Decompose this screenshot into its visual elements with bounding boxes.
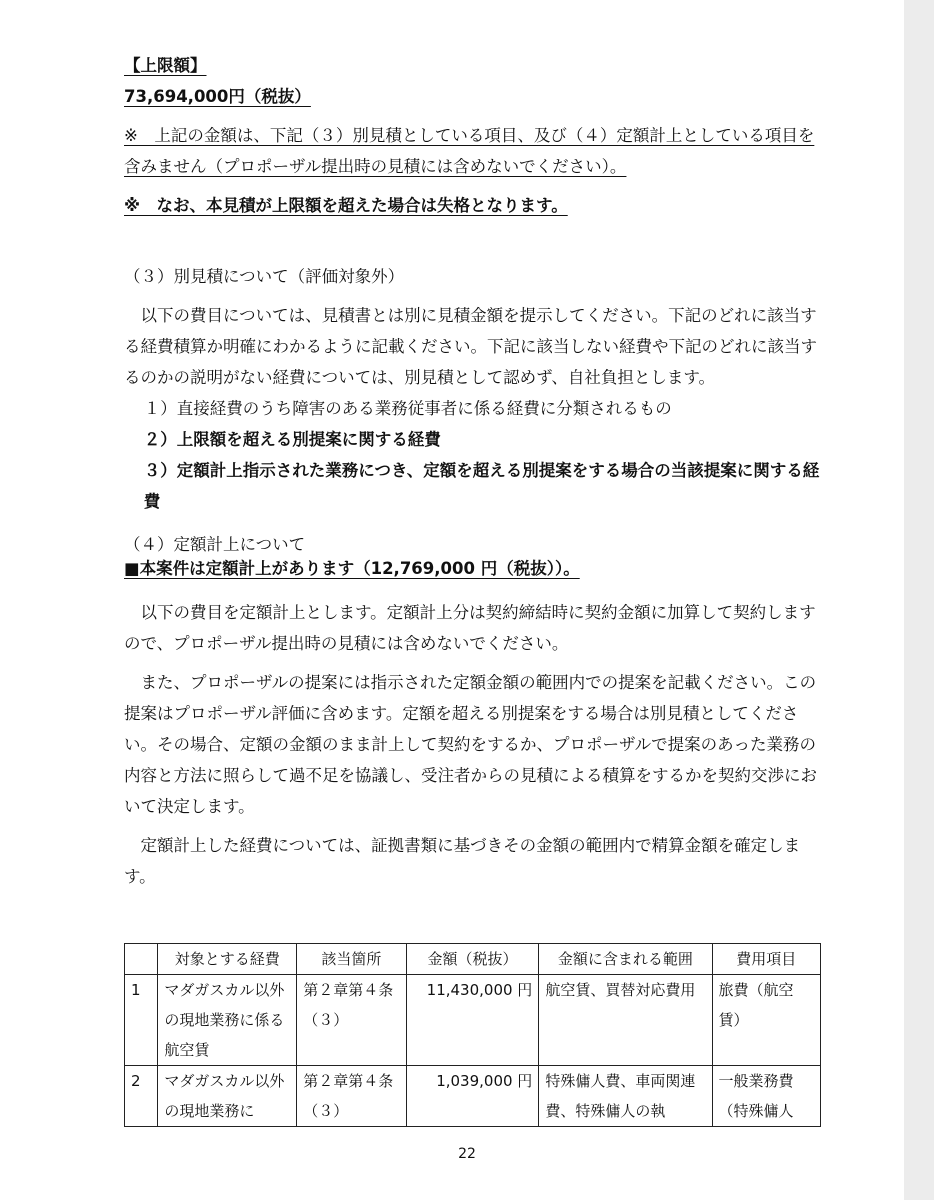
row-range: 特殊傭人費、車両関連費、特殊傭人の執 <box>539 1066 712 1127</box>
section4-para-3: 定額計上した経費については、証拠書類に基づきその金額の範囲内で精算金額を確定します。 <box>124 836 801 886</box>
section3-item-3: ３）定額計上指示された業務につき、定額を超える別提案をする場合の当該提案に関する経費 <box>143 461 820 511</box>
header-no <box>125 944 158 975</box>
row-amount: 11,430,000 円 <box>406 975 539 1066</box>
section3-heading: （３）別見積について（評価対象外） <box>124 267 405 286</box>
section3-body: 以下の費目については、見積書とは別に見積金額を提示してください。下記のどれに該当する経費積算か明確にわかるように記載ください。下記に該当しない経費や下記のどれに該当するのかの説明がない経費については、別見積として認めず、自社負担とします。 <box>124 306 817 387</box>
header-range: 金額に含まれる範囲 <box>539 944 712 975</box>
table-header-row <box>125 944 821 975</box>
table-row <box>125 1066 821 1127</box>
header-item: 費用項目 <box>712 944 820 975</box>
header-amount: 金額（税抜） <box>406 944 539 975</box>
section3-item-1: １）直接経費のうち障害のある業務従事者に係る経費に分類されるもの <box>143 399 672 418</box>
viewer-margin <box>904 0 934 1200</box>
section4-notice: ■本案件は定額計上があります（12,769,000 円（税抜））。 <box>124 559 580 578</box>
row-location: 第２章第４条（３） <box>297 975 406 1066</box>
limit-amount: 73,694,000円（税抜） <box>124 87 311 106</box>
row-location: 第２章第４条（３） <box>297 1066 406 1127</box>
note-disqualification: ※ なお、本見積が上限額を超えた場合は失格となります。 <box>124 196 568 215</box>
row-item: 旅費（航空賃） <box>712 975 820 1066</box>
section4-para-2: また、プロポーザルの提案には指示された定額金額の範囲内での提案を記載ください。この提案はプロポーザル評価に含めます。定額を超える別提案をする場合は別見積としてください。その場合、定額の金額のまま計上して契約をするか、プロポーザルで提案のあった業務の内容と方法に照らして過不足を協議し、受注者からの見積による積算をするかを契約交渉において決定します。 <box>124 673 817 816</box>
row-amount: 1,039,000 円 <box>406 1066 539 1127</box>
row-range: 航空賃、買替対応費用 <box>539 975 712 1066</box>
header-location: 該当箇所 <box>297 944 406 975</box>
row-no: 2 <box>125 1066 158 1127</box>
note-exclusions: ※ 上記の金額は、下記（３）別見積としている項目、及び（４）定額計上としている項目を含みません（プロポーザル提出時の見積には含めないでください）。 <box>124 126 815 176</box>
row-no: 1 <box>125 975 158 1066</box>
row-target: マダガスカル以外の現地業務に <box>158 1066 297 1127</box>
table-row <box>125 975 821 1066</box>
page-content <box>124 50 824 892</box>
limit-heading: 【上限額】 <box>124 56 207 75</box>
row-target: マダガスカル以外の現地業務に係る航空賃 <box>158 975 297 1066</box>
header-target: 対象とする経費 <box>158 944 297 975</box>
section4-heading: （４）定額計上について <box>124 535 306 554</box>
section4-para-1: 以下の費目を定額計上とします。定額計上分は契約締結時に契約金額に加算して契約しますので、プロポーザル提出時の見積には含めないでください。 <box>124 603 816 653</box>
page-number: 22 <box>458 1146 476 1162</box>
row-item: 一般業務費（特殊傭人 <box>712 1066 820 1127</box>
fixed-cost-table <box>124 943 821 1127</box>
section3-item-2: ２）上限額を超える別提案に関する経費 <box>143 430 441 449</box>
